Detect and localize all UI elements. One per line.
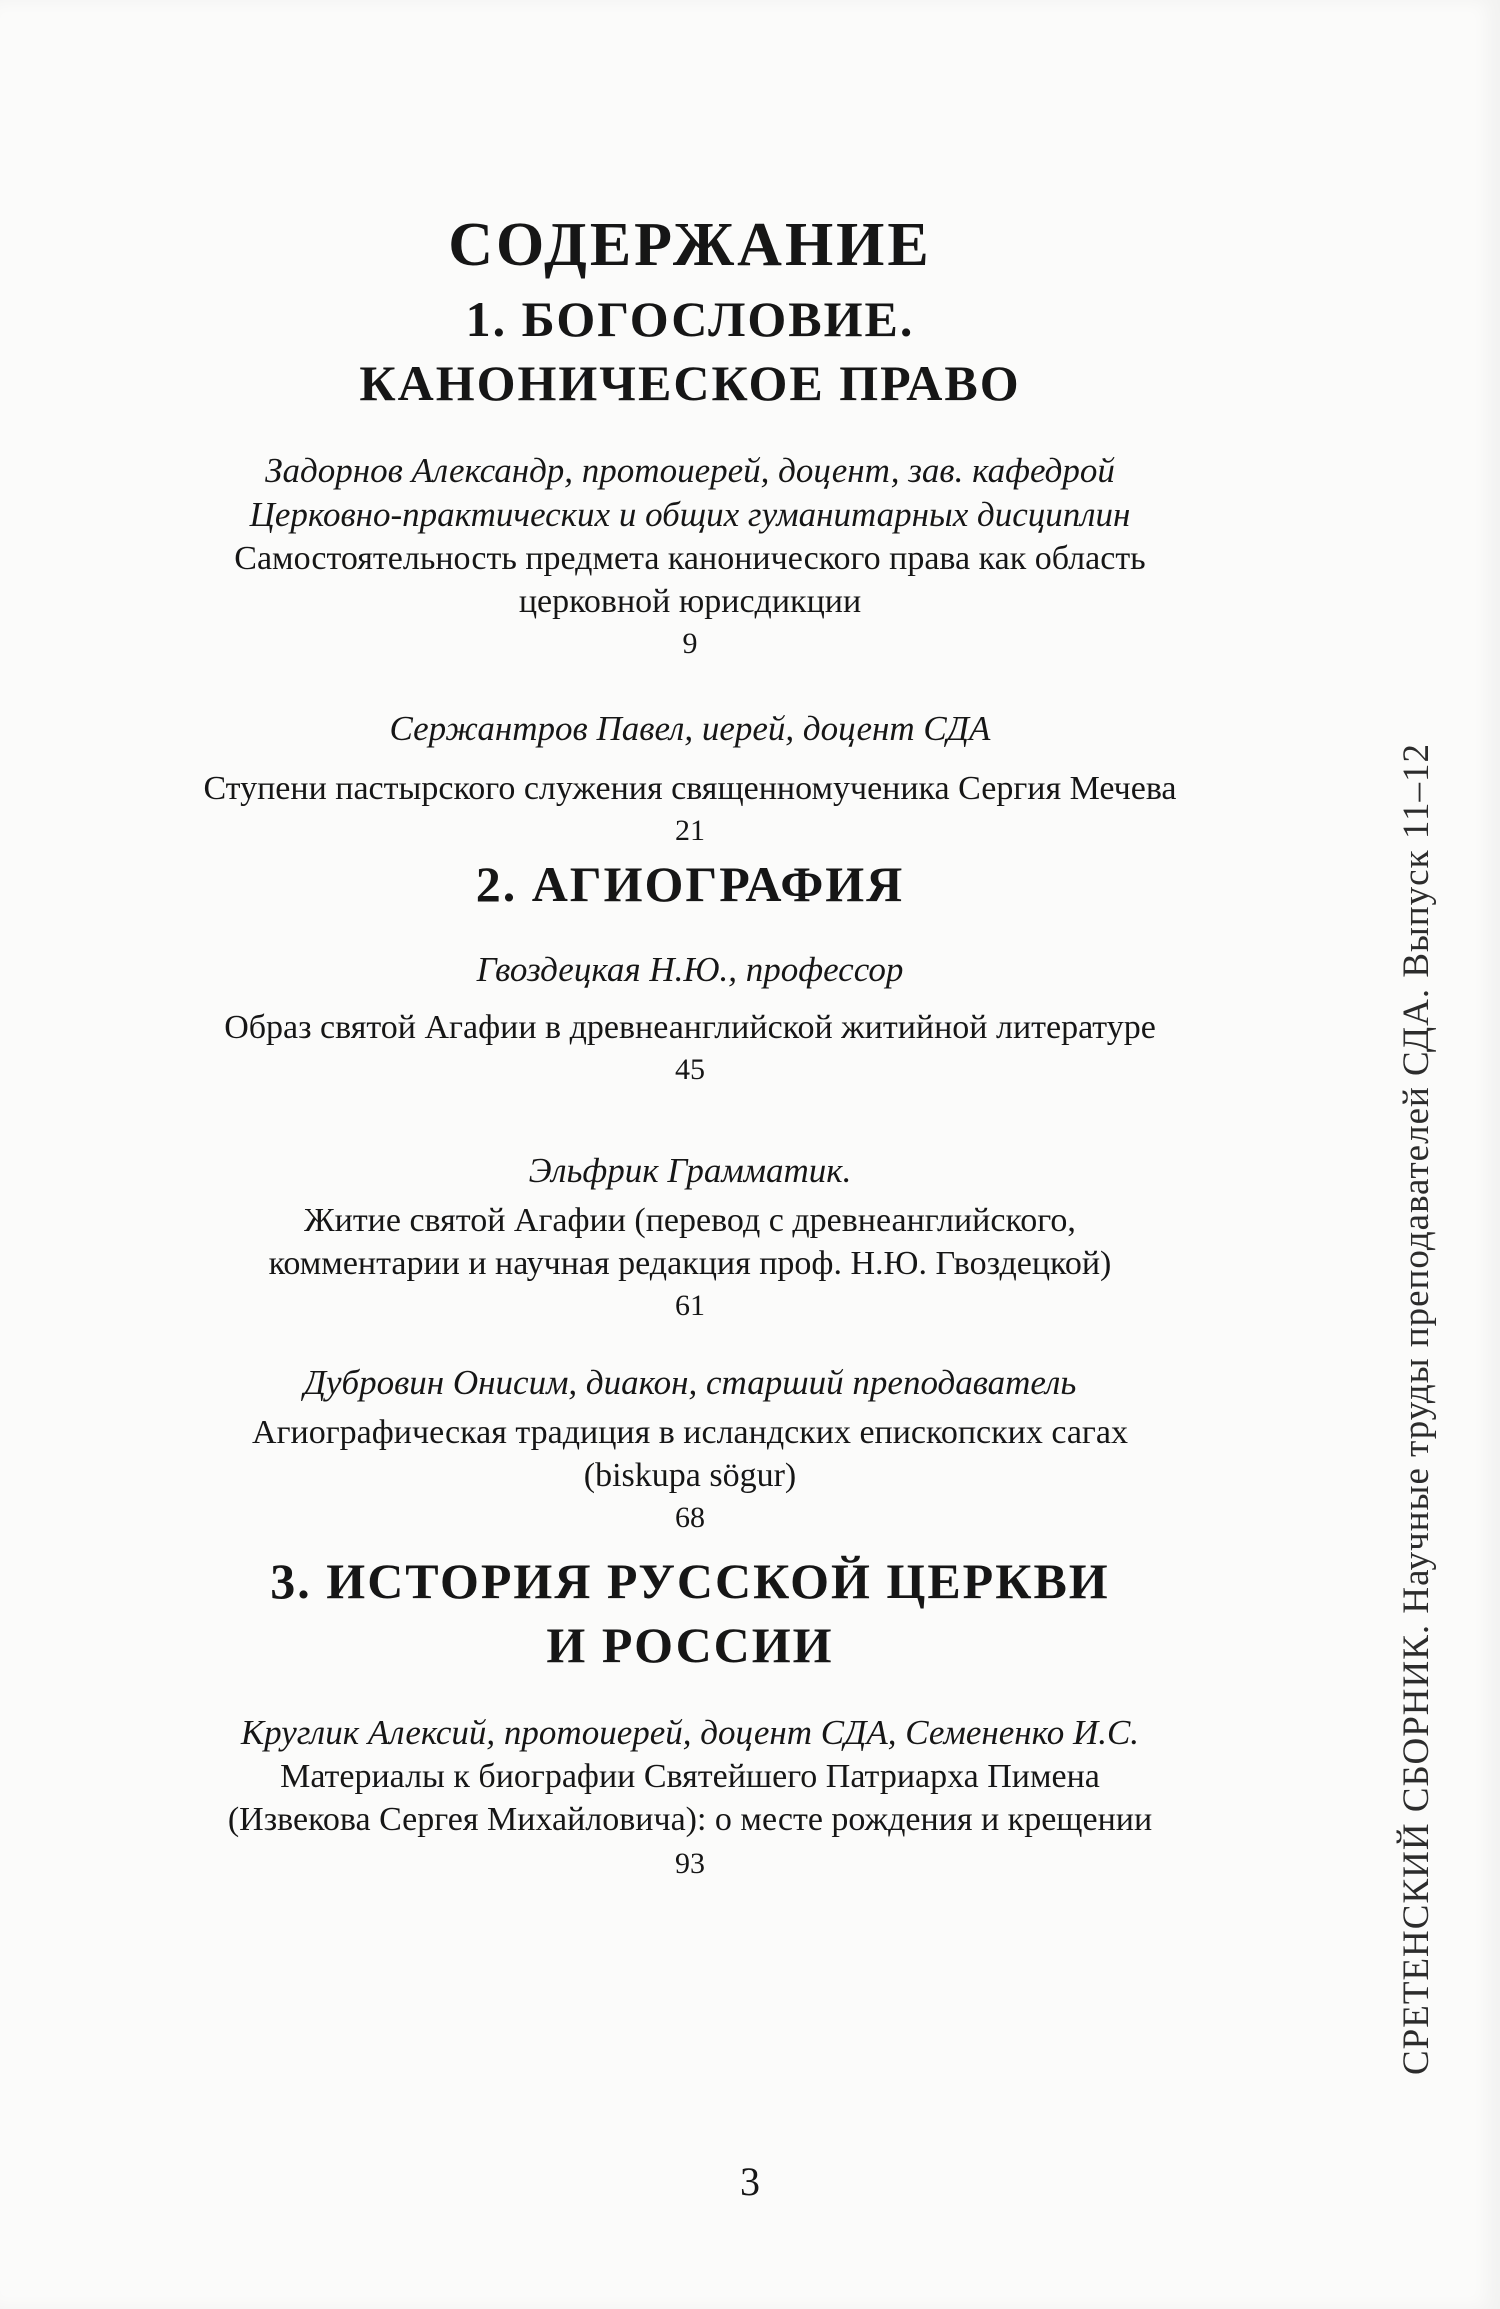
section-heading-2 (120, 852, 1260, 916)
toc-heading: СОДЕРЖАНИЕ (448, 211, 932, 279)
entry-title: Агиографическая традиция в исландских епископских сагах (252, 1414, 1128, 1451)
entry-author: Эльфрик Грамматик. (528, 1151, 852, 1190)
entry-author: Гвоздецкая Н.Ю., профессор (476, 950, 904, 989)
entry-title: (Извекова Сергея Михайловича): о месте рождения и крещении (227, 1801, 1153, 1838)
table-of-contents (120, 205, 1260, 1885)
entry-title: Самостоятельность предмета канонического права как область (234, 540, 1146, 577)
entry-title: церковной юрисдикции (518, 583, 862, 620)
entry-page-number: 9 (682, 627, 698, 660)
entry-page-number: 93 (675, 1847, 705, 1880)
section-heading-line: КАНОНИЧЕСКОЕ ПРАВО (359, 355, 1021, 411)
entry-title: (biskupa sögur) (583, 1457, 797, 1494)
entry-page-number: 45 (675, 1053, 705, 1086)
toc-entry (120, 1361, 1260, 1539)
entry-author: Церковно-практических и общих гуманитарных дисциплин (249, 495, 1131, 534)
entry-title: Образ святой Агафии в древнеанглийской житийной литературе (224, 1009, 1156, 1046)
entry-author: Задорнов Александр, протоиерей, доцент, зав. кафедрой (265, 451, 1115, 490)
entry-page-number: 61 (675, 1289, 705, 1322)
entry-author: Сержантров Павел, иерей, доцент СДА (389, 709, 991, 748)
entry-author: Круглик Алексий, протоиерей, доцент СДА, Семененко И.С. (240, 1713, 1140, 1752)
section-heading-line: 3. ИСТОРИЯ РУССКОЙ ЦЕРКВИ (270, 1553, 1110, 1609)
entry-page-number: 68 (675, 1501, 705, 1534)
entry-title: Житие святой Агафии (перевод с древнеанглийского, (304, 1202, 1076, 1239)
toc-entry (120, 449, 1260, 665)
section-heading-line: 2. АГИОГРАФИЯ (475, 856, 905, 912)
section-heading-1 (120, 287, 1260, 415)
spine-running-title: СРЕТЕНСКИЙ СБОРНИК. Научные труды преподавателей СДА. Выпуск 11–12 (1396, 743, 1437, 2075)
entry-title: Материалы к биографии Святейшего Патриарха Пимена (280, 1758, 1100, 1795)
toc-entry (120, 1711, 1260, 1885)
section-heading-line: И РОССИИ (546, 1617, 834, 1673)
section-heading-line: 1. БОГОСЛОВИЕ. (465, 291, 915, 347)
entry-page-number: 21 (675, 814, 705, 847)
entry-title: комментарии и научная редакция проф. Н.Ю. Гвоздецкой) (268, 1245, 1112, 1282)
toc-entry (120, 1149, 1260, 1327)
entry-title: Ступени пастырского служения священномученика Сергия Мечева (203, 770, 1177, 807)
entry-author: Дубровин Онисим, диакон, старший преподаватель (303, 1363, 1077, 1402)
page-number: 3 (740, 2159, 760, 2204)
toc-entry (120, 948, 1260, 1091)
toc-entry (120, 707, 1260, 852)
section-heading-3 (120, 1549, 1260, 1677)
